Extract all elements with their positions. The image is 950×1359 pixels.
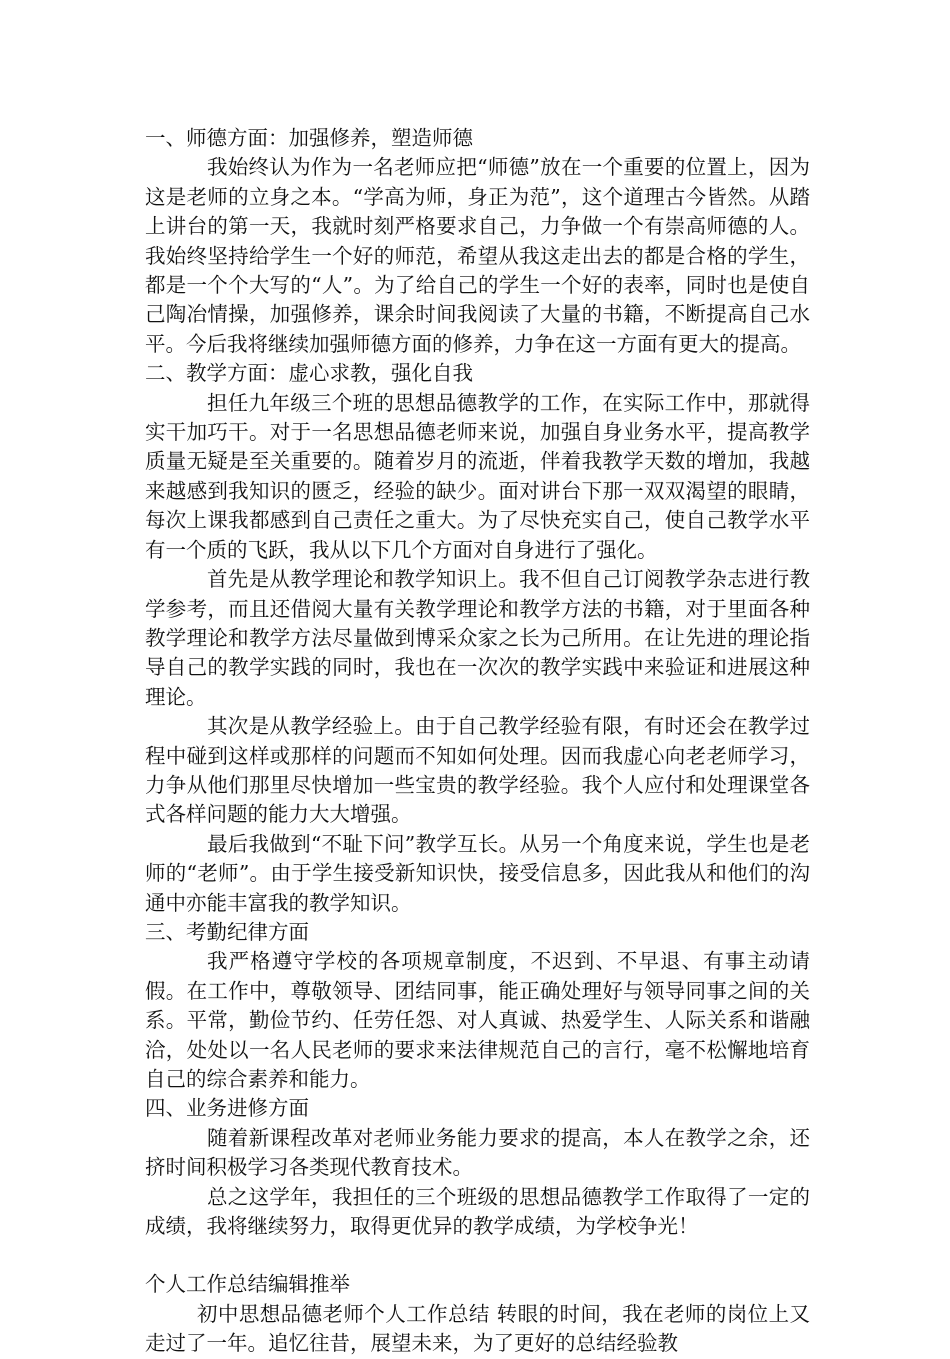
paragraph-teaching-intro: 担任九年级三个班的思想品德教学的工作，在实际工作中，那就得实干加巧干。对于一名思想品德老师来说，加强自身业务水平，提高教学质量无疑是至关重要的。随着岁月的流逝，伴着我教学天数的增加，我越来越感到我知识的匮乏，经验的缺少。面对讲台下那一双双渴望的眼睛，每次上课我都感到自己责任之重大。为了尽快充实自己，使自己教学水平有一个质的飞跃，我从以下几个方面对自身进行了强化。 <box>145 390 810 562</box>
document-body <box>145 124 810 1359</box>
section-spacer <box>145 1241 810 1270</box>
recommend-title: 个人工作总结编辑推举 <box>145 1272 350 1297</box>
paragraph-training: 随着新课程改革对老师业务能力要求的提高，本人在教学之余，还挤时间积极学习各类现代教育技术。 <box>145 1125 810 1180</box>
paragraph-conclusion: 总之这学年，我担任的三个班级的思想品德教学工作取得了一定的成绩，我将继续努力，取得更优异的教学成绩，为学校争光！ <box>145 1184 810 1239</box>
section-heading-training: 四、业务进修方面 <box>145 1096 309 1121</box>
paragraph-ethics: 我始终认为作为一名老师应把“师德”放在一个重要的位置上，因为这是老师的立身之本。“学高为师，身正为范”，这个道理古今皆然。从踏上讲台的第一天，我就时刻严格要求自己，力争做一个有崇高师德的人。我始终坚持给学生一个好的师范，希望从我这走出去的都是合格的学生，都是一个个大写的“人”。为了给自己的学生一个好的表率，同时也是使自己陶冶情操，加强修养，课余时间我阅读了大量的书籍，不断提高自己水平。今后我将继续加强师德方面的修养，力争在这一方面有更大的提高。 <box>145 155 810 356</box>
section-heading-attendance: 三、考勤纪律方面 <box>145 919 309 944</box>
section-heading-ethics: 一、师德方面：加强修养，塑造师德 <box>145 126 473 150</box>
paragraph-teaching-mutual: 最后我做到“不耻下问”教学互长。从另一个角度来说，学生也是老师的“老师”。由于学生接受新知识快，接受信息多，因此我从和他们的沟通中亦能丰富我的教学知识。 <box>145 831 810 915</box>
recommend-intro: 初中思想品德老师个人工作总结 转眼的时间，我在老师的岗位上又走过了一年。追忆往昔，展望未来，为了更好的总结经验教 <box>145 1301 810 1356</box>
paragraph-teaching-theory: 首先是从教学理论和教学知识上。我不但自己订阅教学杂志进行教学参考，而且还借阅大量有关教学理论和教学方法的书籍，对于里面各种教学理论和教学方法尽量做到博采众家之长为己所用。在让先进的理论指导自己的教学实践的同时，我也在一次次的教学实践中来验证和进展这种理论。 <box>145 567 810 709</box>
section-heading-teaching: 二、教学方面：虚心求教，强化自我 <box>145 361 473 386</box>
paragraph-attendance: 我严格遵守学校的各项规章制度，不迟到、不早退、有事主动请假。在工作中，尊敬领导、团结同事，能正确处理好与领导同事之间的关系。平常，勤俭节约、任劳任怨、对人真诚、热爱学生、人际关系和谐融洽，处处以一名人民老师的要求来法律规范自己的言行，毫不松懈地培育自己的综合素养和能力。 <box>145 949 810 1091</box>
paragraph-teaching-experience: 其次是从教学经验上。由于自己教学经验有限，有时还会在教学过程中碰到这样或那样的问题而不知如何处理。因而我虚心向老老师学习，力争从他们那里尽快增加一些宝贵的教学经验。我个人应付和处理课堂各式各样问题的能力大大增强。 <box>145 714 810 827</box>
